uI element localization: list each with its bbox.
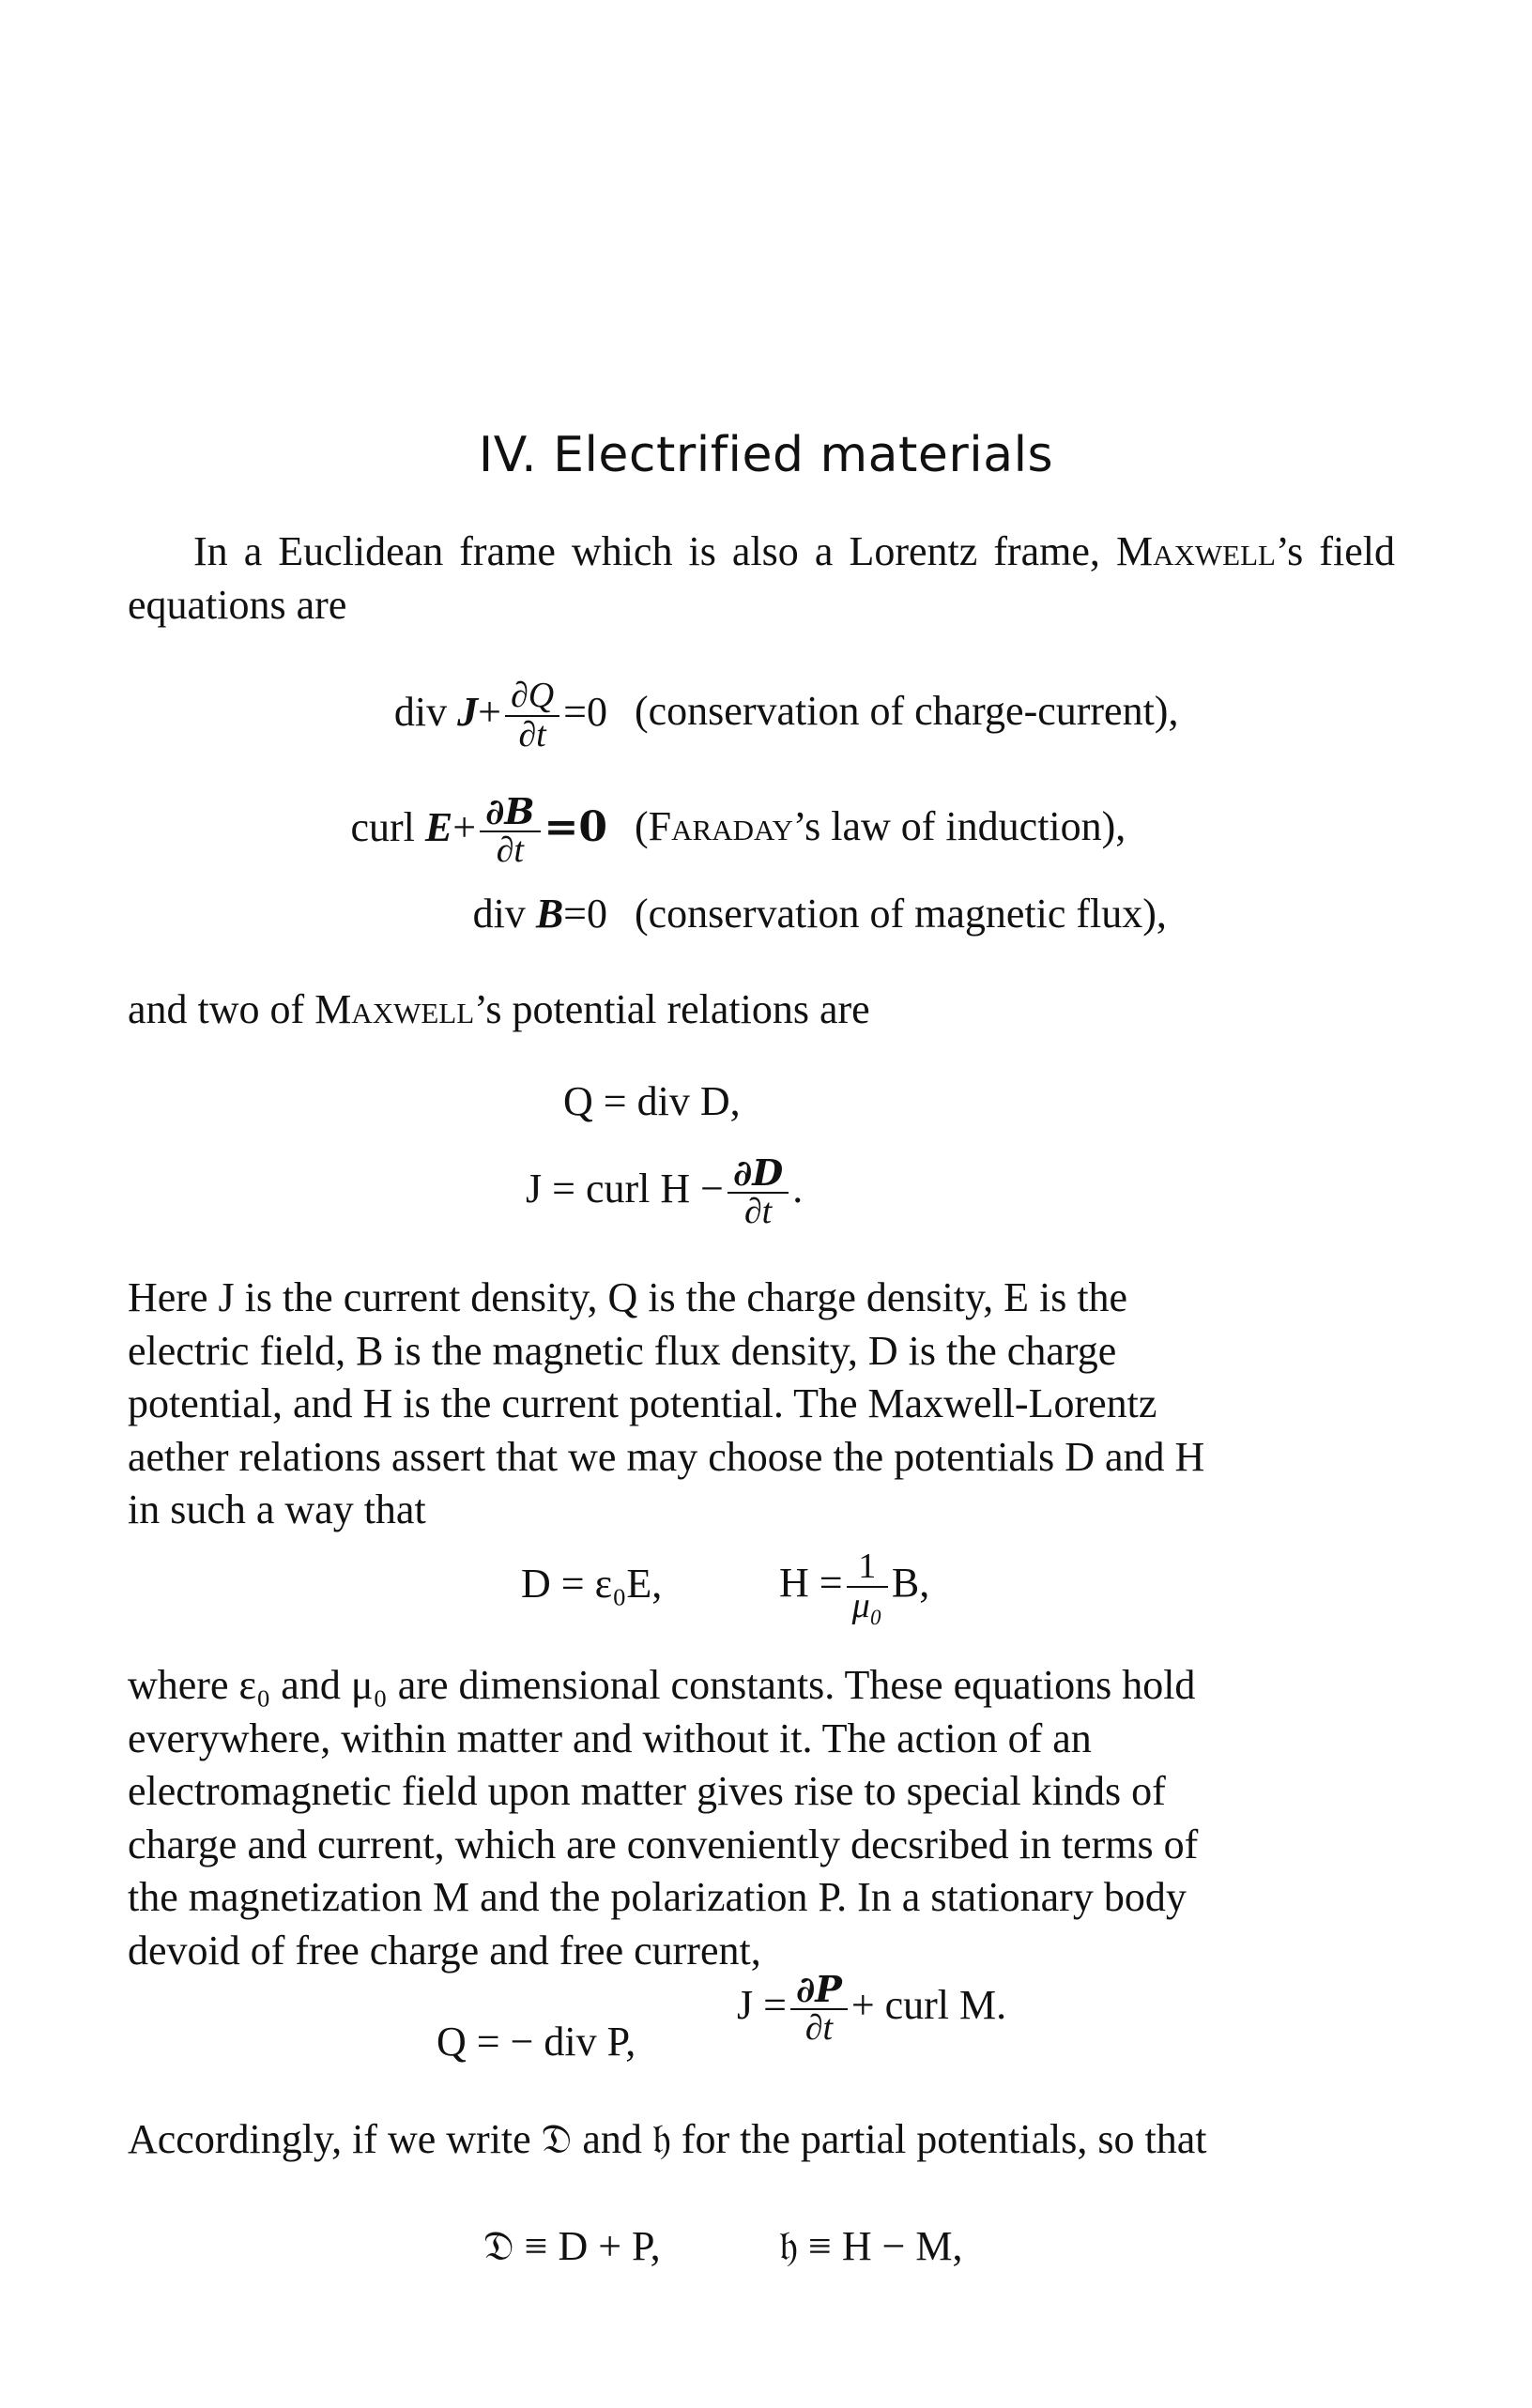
eq-partial-h: 𝔥 ≡ H − M,: [779, 2223, 963, 2269]
section-heading: IV. Electrified materials: [478, 427, 1054, 483]
eq-aether-h: H = $\frac{1}{\text{μ₀}}$ B,: [779, 1547, 930, 1625]
eq-stationary-q: Q = − div P,: [437, 2019, 636, 2065]
eq-j-curl-h: J = curl H − $\frac{\partial D}{\partial t}$ .: [526, 1151, 804, 1231]
eq-stationary-j: J = $\frac{\partial P}{\partial t}$ + curl M.: [737, 1968, 1007, 2048]
eq-q-div-d: Q = div D,: [563, 1078, 741, 1124]
potential-intro: and two of Maxwell’s potential relations are: [128, 986, 870, 1032]
eq-charge-current: div J+ $\frac{\partial Q}{\partial t}$ =0: [393, 676, 607, 754]
paragraph-definitions: Here J is the current density, Q is the charge density, E is the electric field, B is the magnetic flux density, D is the charge potential, and H is the current potential. The Maxwell-Lorentz aether relations assert that we may choose the potentials D and H in such a way that: [128, 1274, 1205, 1532]
eq-magnetic-flux-note: (conservation of magnetic flux),: [635, 891, 1167, 937]
eq-magnetic-flux: div B=0: [472, 891, 607, 937]
eq-faraday: curl E+ $\frac{\partial B}{\partial t}$ =0: [350, 790, 607, 870]
eq-charge-current-note: (conservation of charge-current),: [635, 688, 1179, 734]
eq-faraday-note: (Faraday’s law of induction),: [635, 803, 1126, 849]
paragraph-matter: where ε₀ and μ₀ are dimensional constants. These equations hold everywhere, within matter and without it. The action of an electromagnetic field upon matter gives rise to special kinds of charge and current, which are conveniently decsribed in terms of the magnetization M and the polarization P. In a stationary body devoid of free charge and free current,: [128, 1662, 1199, 1974]
eq-partial-d: 𝔇 ≡ D + P,: [483, 2223, 661, 2269]
maxwell-name: Maxwell: [1115, 528, 1276, 574]
eq-aether-d: D = ε₀E,: [521, 1561, 663, 1607]
paragraph-accordingly: Accordingly, if we write 𝔇 and 𝔥 for the partial potentials, so that: [128, 2116, 1207, 2162]
intro-text: In a Euclidean frame which is also a Lorentz frame,: [193, 528, 1100, 574]
intro-paragraph: [128, 526, 1395, 632]
intro-text-2: ’s field equations are: [128, 528, 1395, 628]
